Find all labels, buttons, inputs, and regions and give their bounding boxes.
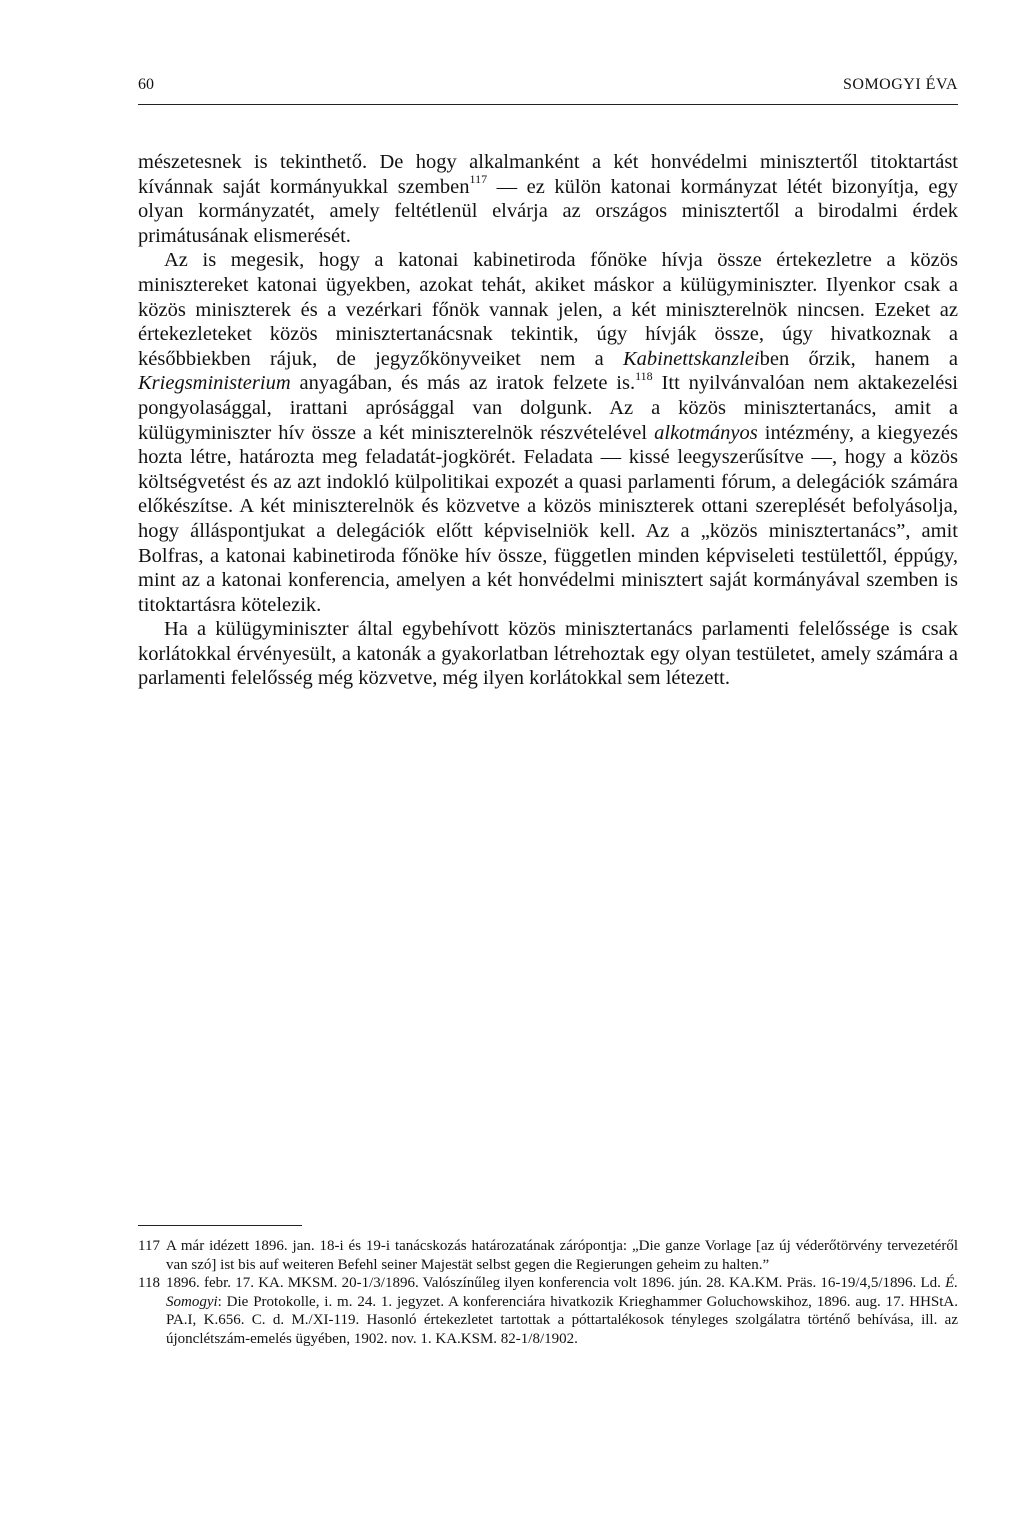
header-rule <box>138 104 958 105</box>
footnotes <box>138 1237 958 1348</box>
paragraph-1: mészetesnek is tekinthető. De hogy alkalmanként a két honvédelmi minisztertől titoktartást kívánnak saját kormányukkal szemben$^{117}$ — ez külön katonai kormányzat létét bizonyítja, egy olyan kormányzatét, amely feltétlenül elvárja az országos minisztertől a birodalmi érdek primátusának elismerését. <box>138 151 958 247</box>
footnote-rule <box>138 1225 302 1226</box>
running-head: SOMOGYI ÉVA <box>843 76 958 93</box>
term-kriegsministerium: Kriegsministerium <box>138 372 291 395</box>
page-number: 60 <box>138 76 154 93</box>
paragraph-2: Az is megesik, hogy a katonai kabinetiroda főnöke hívja össze értekezletre a közös minisztereket katonai ügyekben, azokat tehát, akiket máskor a külügyminiszter. Ilyenkor csak a közös miniszterek és a vezérkari főnök vannak jelen, a két miniszterelnök nincsen. Ezeket az értekezleteket közös minisztertanácsnak tekintik, úgy hívják össze, úgy hivatkoznak a későbbiekben rájuk, de jegyzőkönyveiket nem a Kabinettskanzleiben őrzik, hanem a Kriegsministerium anyagában, és más az iratok felzete is.$^{118}$ Itt nyilvánvalóan nem aktakezelési pongyolasággal, irattani aprósággal van dolgunk. Az a közös minisztertanács, amit a külügyminiszter hív össze a két miniszterelnök részvételével alkotmányos intézmény, a kiegyezés hozta létre, határozta meg feladatát-jogkörét. Feladata — kissé leegyszerűsítve —, hogy a közös költségvetést és az azt indokló külpolitikai expozét a quasi parlamenti fórum, a delegációk számára előkészítse. A két miniszterelnök és közvetve a közös miniszterek ottani szereplését befolyásolja, hogy álláspontjukat a delegációk előtt képviselniök kell. Az a „közös minisztertanács”, amit Bolfras, a katonai kabinetiroda főnöke hív össze, független minden képviseleti testülettől, éppúgy, mint az a katonai konferencia, amelyen a két honvédelmi minisztert saját kormányával szemben is titoktartásra kötelezik. <box>138 249 959 616</box>
footnote-117 <box>138 1237 958 1274</box>
footnote-text: 1896. febr. 17. KA. MKSM. 20-1/3/1896. Valószínűleg ilyen konferencia volt 1896. jún. 28. KA.KM. Präs. 16-19/4,5/1896. Ld. É. Somogyi: Die Protokolle, i. m. 24. 1. jegyzet. A konferenciára hivatkozik Krieghammer Goluchowskihoz, 1896. aug. 17. HHStA. PA.I, K.656. C. d. M./XI-119. Hasonló értekezletet tartottak a póttartalékosok tényleges szolgálatra történő behívása, ill. az újonclétszám-emelés ügyében, 1902. nov. 1. KA.KSM. 82-1/8/1902. <box>166 1275 958 1347</box>
footnote-ref-118: 118 <box>635 368 653 383</box>
term-kabinettskanzlei: Kabinettskanzlei <box>622 347 760 370</box>
page-header <box>138 76 958 96</box>
footnote-118 <box>138 1274 958 1348</box>
term-alkotmanyos: alkotmányos <box>654 421 758 444</box>
footnote-ref-117: 117 <box>469 171 488 186</box>
footnote-number: 117 <box>138 1238 160 1254</box>
author-name: É. Somogyi <box>166 1275 958 1310</box>
paragraph-3: Ha a külügyminiszter által egybehívott közös minisztertanács parlamenti felelőssége is csak korlátokkal érvényesült, a katonák a gyakorlatban létrehoztak egy olyan testületet, amely számára a parlamenti felelősség még közvetve, még ilyen korlátokkal sem létezett. <box>138 618 958 690</box>
main-text <box>138 150 958 691</box>
footnote-number: 118 <box>138 1275 160 1291</box>
footnote-text: A már idézett 1896. jan. 18-i és 19-i tanácskozás határozatának zárópontja: „Die ganze Vorlage [az új véderőtörvény tervezetéről van szó] ist bis auf weiteren Befehl seiner Majestät selbst gegen die Regierungen geheim zu halten.” <box>166 1238 958 1273</box>
